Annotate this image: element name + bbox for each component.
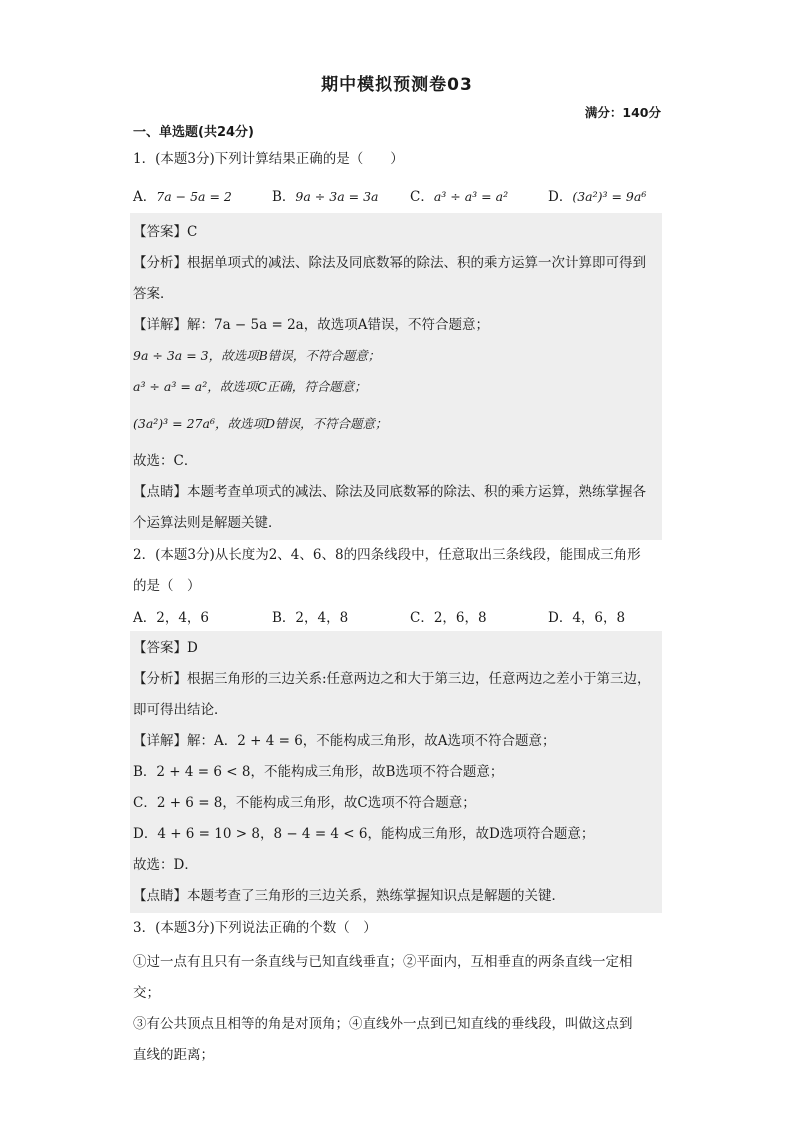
q1-detail-3: a³ ÷ a³ = a²，故选项C正确，符合题意；	[133, 379, 367, 394]
q2-detail-1: 【详解】解：A．2 + 4 = 6，不能构成三角形，故A选项不符合题意；	[133, 733, 556, 749]
q1-analysis: 【分析】根据单项式的减法、除法及同底数幂的除法、积的乘方运算一次计算即可得到	[133, 255, 646, 271]
q1-comment: 【点睛】本题考查单项式的减法、除法及同底数幂的除法、积的乘方运算，熟练掌握各	[133, 484, 646, 500]
q1-analysis-cont: 答案．	[133, 286, 174, 302]
q2-detail-2: B．2 + 4 = 6 < 8，不能构成三角形，故B选项不符合题意；	[133, 764, 504, 780]
q1-option-a: A．7a − 5a = 2	[133, 189, 232, 205]
q2-detail-4: D．4 + 6 = 10 > 8，8 − 4 = 4 < 6，能构成三角形，故D选项符合题意；	[133, 826, 595, 842]
q3-statement-1-2-cont: 交；	[133, 985, 160, 1001]
q3-statement-3-4: ③有公共顶点且相等的角是对顶角；④直线外一点到已知直线的垂线段，叫做这点到	[133, 1016, 633, 1032]
q1-choice: 故选：C．	[133, 453, 198, 469]
q2-analysis-cont: 即可得出结论．	[133, 702, 228, 718]
q1-option-d: D．(3a²)³ = 9a⁶	[548, 189, 647, 205]
q2-comment: 【点睛】本题考查了三角形的三边关系，熟练掌握知识点是解题的关键．	[133, 888, 565, 904]
q2-option-d: D．4，6，8	[548, 610, 626, 626]
q1-stem: 1．(本题3分)下列计算结果正确的是（ ）	[133, 151, 404, 167]
q1-comment-cont: 个运算法则是解题关键．	[133, 515, 282, 531]
q2-option-c: C．2，6，8	[410, 610, 487, 626]
q2-option-a: A．2，4，6	[133, 610, 210, 626]
q1-detail-2: 9a ÷ 3a = 3，故选项B错误，不符合题意；	[133, 348, 381, 363]
q2-choice: 故选：D．	[133, 857, 198, 873]
q1-option-b: B．9a ÷ 3a = 3a	[272, 189, 379, 205]
q2-answer: 【答案】D	[133, 640, 198, 656]
q3-statement-1-2: ①过一点有且只有一条直线与已知直线垂直；②平面内，互相垂直的两条直线一定相	[133, 954, 633, 970]
q2-options	[133, 606, 663, 626]
q3-statement-3-4-cont: 直线的距离；	[133, 1047, 214, 1063]
q1-detail-1: 【详解】解：7a − 5a = 2a，故选项A错误，不符合题意；	[133, 317, 489, 333]
q2-detail-3: C．2 + 6 = 8，不能构成三角形，故C选项不符合题意；	[133, 795, 476, 811]
q3-stem: 3．(本题3分)下列说法正确的个数（ ）	[133, 920, 377, 936]
q2-option-b: B．2，4，8	[272, 610, 349, 626]
page-title: 期中模拟预测卷03	[321, 75, 473, 95]
q1-options	[133, 185, 663, 205]
section-heading: 一、单选题(共24分)	[133, 125, 254, 140]
q2-stem-cont: 的是（ ）	[133, 578, 201, 594]
q2-stem: 2．(本题3分)从长度为2、4、6、8的四条线段中，任意取出三条线段，能围成三角形	[133, 547, 641, 563]
q1-detail-4: (3a²)³ = 27a⁶，故选项D错误，不符合题意；	[133, 416, 388, 431]
q2-analysis: 【分析】根据三角形的三边关系:任意两边之和大于第三边，任意两边之差小于第三边，	[133, 671, 651, 687]
q1-answer: 【答案】C	[133, 224, 198, 240]
total-score: 满分：140分	[584, 105, 661, 120]
q1-option-c: C．a³ ÷ a³ = a²	[410, 189, 509, 205]
